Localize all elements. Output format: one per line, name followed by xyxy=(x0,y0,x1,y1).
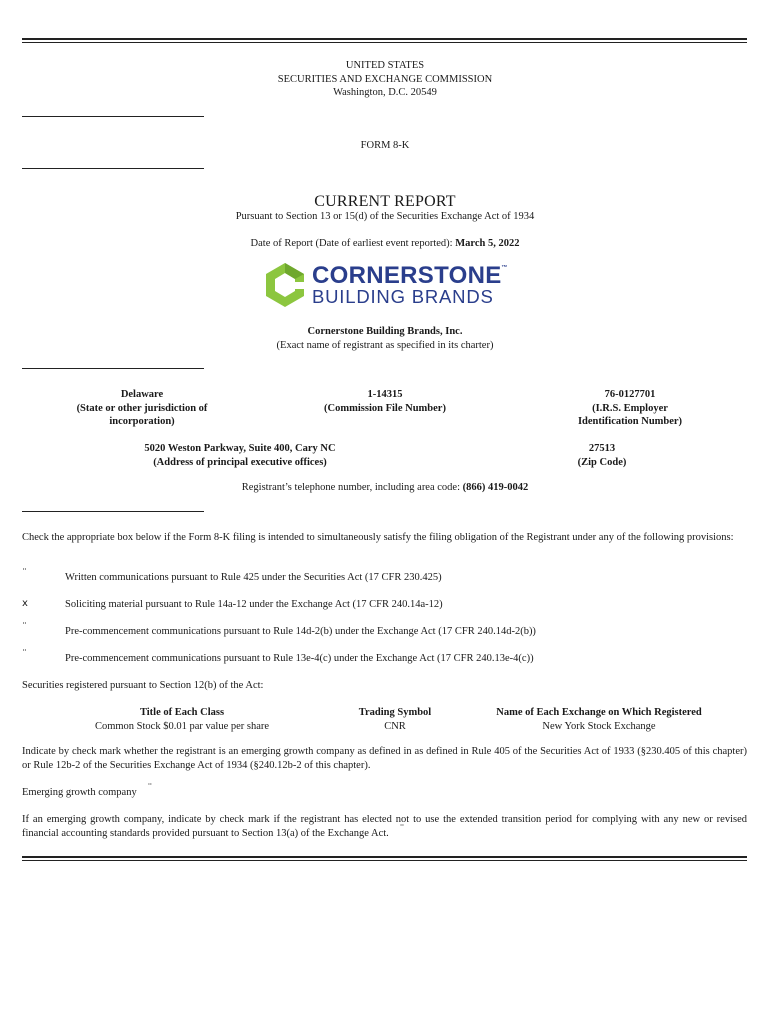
checkbox-item-3: Pre-commencement communications pursuant to Rule 14d-2(b) under the Exchange Act (17 CFR 240.14d-2(b)) xyxy=(65,626,536,637)
file-number-caption: (Commission File Number) xyxy=(324,402,446,414)
checkbox-mark-3: ¨ xyxy=(22,622,27,633)
state-column xyxy=(22,388,262,429)
phone-line xyxy=(0,482,770,493)
checkbox-intro: Check the appropriate box below if the Form 8-K filing is intended to simultaneously satisfy the filing obligation of the Registrant under any of the following provisions: xyxy=(22,532,734,543)
irs-column xyxy=(510,388,750,429)
address-value: 5020 Weston Parkway, Suite 400, Cary NC xyxy=(144,443,336,454)
header-line-1: UNITED STATES xyxy=(345,60,425,71)
emerging-transition-checkbox: ¨ xyxy=(399,824,405,835)
emerging-indicate-text: Indicate by check mark whether the registrant is an emerging growth company as defined in as defined in Rule 405 of the Securities Act of 1933 (§230.405 of this chapter) or Rule 12b-2 of the Securities Exchange Act of 1934 (§240.12b-2 of this chapter). xyxy=(22,746,747,771)
address-column xyxy=(90,442,390,469)
header-line-2: SECURITIES AND EXCHANGE COMMISSION xyxy=(277,73,493,85)
file-number-value: 1-14315 xyxy=(367,389,403,400)
bottom-double-rule xyxy=(22,856,747,861)
emerging-transition-text xyxy=(22,813,747,841)
checkbox-mark-1: ¨ xyxy=(22,568,27,579)
emerging-label: Emerging growth company xyxy=(22,787,137,798)
registrant-block xyxy=(0,325,770,352)
checkbox-item-2: Soliciting material pursuant to Rule 14a-12 under the Exchange Act (17 CFR 240.14a-12) xyxy=(65,599,443,610)
zip-column xyxy=(530,442,674,469)
state-caption-1: (State or other jurisdiction of xyxy=(76,402,208,414)
securities-col-symbol xyxy=(335,706,455,733)
divider-2 xyxy=(22,168,204,169)
securities-cell-symbol: CNR xyxy=(384,720,406,732)
securities-header-symbol: Trading Symbol xyxy=(358,707,432,718)
securities-cell-class: Common Stock $0.01 par value per share xyxy=(94,720,270,732)
checkbox-item-1: Written communications pursuant to Rule 425 under the Securities Act (17 CFR 230.425) xyxy=(65,572,442,583)
form-name: FORM 8-K xyxy=(360,140,410,151)
top-double-rule xyxy=(22,38,747,43)
securities-col-exchange xyxy=(470,706,728,733)
securities-header-exchange: Name of Each Exchange on Which Registered xyxy=(496,707,702,718)
irs-number-value: 76-0127701 xyxy=(604,389,656,400)
phone-label: Registrant’s telephone number, including area code: xyxy=(241,482,463,493)
divider-1 xyxy=(22,116,204,117)
report-pursuant: Pursuant to Section 13 or 15(d) of the Securities Exchange Act of 1934 xyxy=(235,211,535,222)
report-date xyxy=(0,238,770,249)
checkbox-item-4: Pre-commencement communications pursuant to Rule 13e-4(c) under the Exchange Act (17 CFR 240.13e-4(c)) xyxy=(65,653,534,664)
zip-value: 27513 xyxy=(588,443,616,454)
checkbox-mark-4: ¨ xyxy=(22,649,27,660)
phone-value: (866) 419-0042 xyxy=(462,482,529,493)
checkbox-mark-2: x xyxy=(22,598,28,609)
header-line-3: Washington, D.C. 20549 xyxy=(333,87,437,98)
securities-cell-exchange: New York Stock Exchange xyxy=(542,720,656,732)
divider-4 xyxy=(22,511,204,512)
registrant-name-caption: (Exact name of registrant as specified in its charter) xyxy=(276,339,494,351)
address-caption: (Address of principal executive offices) xyxy=(153,456,327,468)
state-caption-2: incorporation) xyxy=(109,416,175,427)
registrant-name: Cornerstone Building Brands, Inc. xyxy=(307,326,463,337)
emerging-line xyxy=(22,783,747,800)
emerging-transition-body: If an emerging growth company, indicate by check mark if the registrant has elected not to use the extended transition period for complying with any new or revised financial accounting standards provided pursuant to Section 13(a) of the Exchange Act. xyxy=(22,814,747,839)
logo-word-cornerstone: CORNERSTONE xyxy=(312,262,502,289)
irs-caption-2: Identification Number) xyxy=(577,416,683,427)
state-value: Delaware xyxy=(120,389,164,400)
report-title: CURRENT REPORT xyxy=(314,193,456,210)
report-date-value: March 5, 2022 xyxy=(455,238,520,249)
emerging-checkbox: ¨ xyxy=(147,783,153,794)
cornerstone-hexagon-icon xyxy=(264,262,306,308)
file-number-column xyxy=(265,388,505,415)
logo-trademark: ™ xyxy=(501,265,508,271)
irs-caption-1: (I.R.S. Employer xyxy=(592,402,668,414)
zip-caption: (Zip Code) xyxy=(577,456,627,468)
securities-intro: Securities registered pursuant to Section 12(b) of the Act: xyxy=(22,680,264,691)
logo-word-building-brands: BUILDING BRANDS xyxy=(312,286,494,307)
securities-header-class: Title of Each Class xyxy=(139,707,225,718)
securities-col-class xyxy=(22,706,342,733)
sec-header xyxy=(0,59,770,100)
company-logo xyxy=(264,262,509,308)
divider-3 xyxy=(22,368,204,369)
report-date-label: Date of Report (Date of earliest event reported): xyxy=(250,238,456,249)
